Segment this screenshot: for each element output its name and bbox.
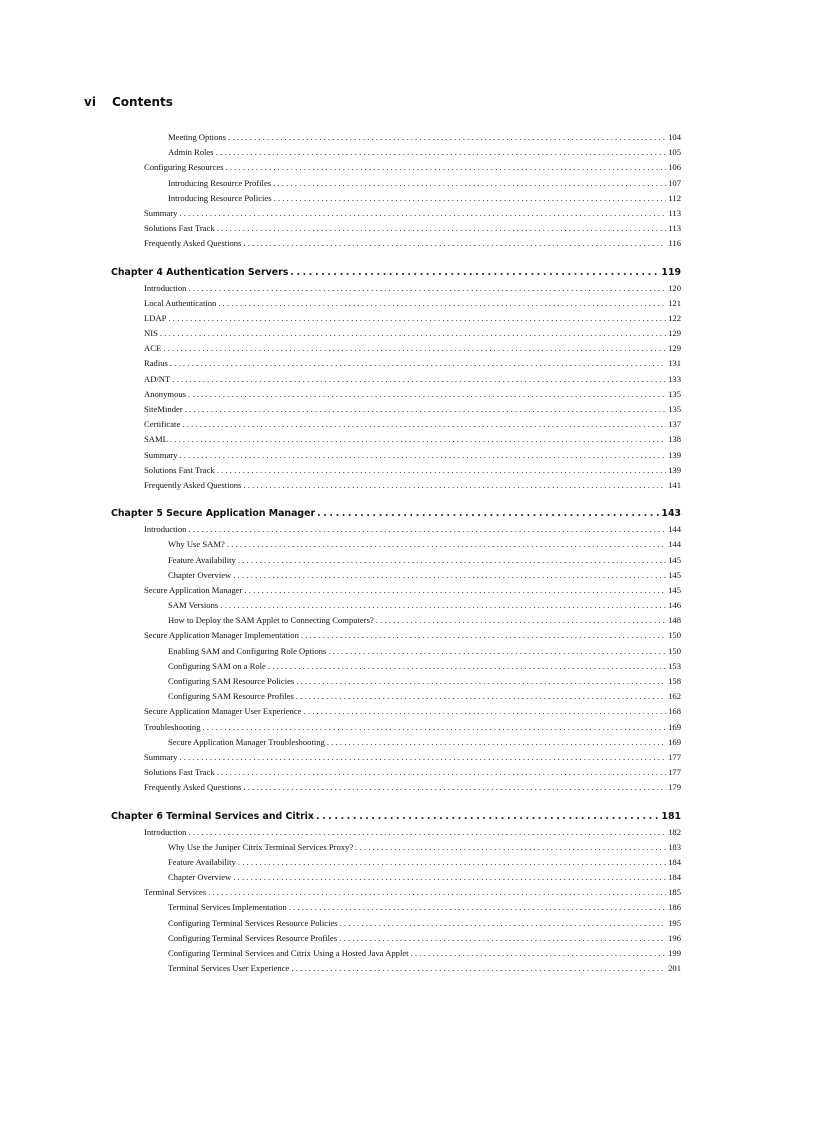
dot-leader <box>317 506 659 522</box>
dot-leader <box>217 221 667 236</box>
dot-leader <box>220 598 666 613</box>
dot-leader <box>340 916 666 931</box>
dot-leader <box>296 689 666 704</box>
toc-entry-title: Frequently Asked Questions <box>144 782 242 793</box>
toc-entry[interactable] <box>111 326 681 341</box>
dot-leader <box>243 236 666 251</box>
toc-entry[interactable] <box>111 387 681 402</box>
toc-entry[interactable] <box>111 765 681 780</box>
toc-entry-page: 133 <box>668 373 681 384</box>
toc-entry-title: SAM Versions <box>168 600 219 611</box>
dot-leader <box>170 432 666 447</box>
toc-entry-page: 146 <box>668 600 681 611</box>
toc-entry-title: Introducing Resource Policies <box>168 192 272 203</box>
dot-leader <box>411 946 667 961</box>
dot-leader <box>179 448 666 463</box>
toc-entry-page: 121 <box>668 297 681 308</box>
toc-entry-page: 184 <box>668 872 681 883</box>
toc-entry-page: 183 <box>668 841 681 852</box>
dot-leader <box>243 478 666 493</box>
toc-entry-title: Admin Roles <box>168 147 214 158</box>
toc-entry-title: Radius <box>144 358 168 369</box>
toc-entry-title: Chapter 6 Terminal Services and Citrix <box>111 810 314 822</box>
toc-entry-page: 162 <box>668 691 681 702</box>
toc-entry[interactable] <box>111 176 681 191</box>
dot-leader <box>170 356 666 371</box>
dot-leader <box>268 659 666 674</box>
toc-entry-page: 148 <box>668 615 681 626</box>
toc-entry[interactable] <box>111 372 681 387</box>
toc-entry-title: Summary <box>144 751 178 762</box>
toc-entry[interactable] <box>111 522 681 537</box>
toc-entry-page: 122 <box>668 312 681 323</box>
dot-leader <box>203 720 667 735</box>
dot-leader <box>182 417 666 432</box>
toc-entry-page: 113 <box>668 223 681 234</box>
toc-entry-page: 144 <box>668 524 681 535</box>
toc-entry[interactable] <box>111 720 681 735</box>
dot-leader <box>328 644 666 659</box>
toc-entry[interactable] <box>111 463 681 478</box>
dot-leader <box>296 674 666 689</box>
toc-entry[interactable] <box>111 946 681 961</box>
toc-entry-page: 139 <box>668 449 681 460</box>
dot-leader <box>244 583 666 598</box>
page-number: vi <box>84 95 96 109</box>
table-of-contents <box>111 130 681 976</box>
toc-entry-page: 201 <box>668 963 681 974</box>
dot-leader <box>216 145 667 160</box>
dot-leader <box>238 553 666 568</box>
toc-entry-page: 113 <box>668 207 681 218</box>
toc-entry[interactable] <box>111 221 681 236</box>
toc-chapter-entry[interactable] <box>111 265 681 281</box>
dot-leader <box>179 206 666 221</box>
toc-entry-page: 106 <box>668 162 681 173</box>
toc-entry-title: Secure Application Manager <box>144 584 243 595</box>
toc-entry[interactable] <box>111 750 681 765</box>
toc-entry[interactable] <box>111 191 681 206</box>
toc-entry-title: NIS <box>144 328 158 339</box>
toc-entry[interactable] <box>111 432 681 447</box>
dot-leader <box>327 735 666 750</box>
toc-entry-page: 177 <box>668 751 681 762</box>
toc-entry[interactable] <box>111 417 681 432</box>
toc-entry-title: Feature Availability <box>168 856 236 867</box>
toc-entry-title: Introduction <box>144 524 187 535</box>
dot-leader <box>301 628 666 643</box>
toc-entry-title: Certificate <box>144 419 181 430</box>
toc-entry-title: Why Use the Juniper Citrix Terminal Services Proxy? <box>168 841 354 852</box>
toc-entry-title: Configuring Terminal Services Resource Policies <box>168 917 338 928</box>
dot-leader <box>217 463 666 478</box>
dot-leader <box>289 900 666 915</box>
toc-entry-page: 145 <box>668 584 681 595</box>
toc-entry[interactable] <box>111 296 681 311</box>
toc-entry[interactable] <box>111 568 681 583</box>
toc-entry-page: 186 <box>668 902 681 913</box>
toc-entry[interactable] <box>111 659 681 674</box>
toc-entry[interactable] <box>111 916 681 931</box>
toc-entry[interactable] <box>111 885 681 900</box>
dot-leader <box>228 130 666 145</box>
toc-entry-title: Summary <box>144 449 178 460</box>
toc-entry-page: 112 <box>668 192 681 203</box>
toc-entry-page: 158 <box>668 676 681 686</box>
dot-leader <box>227 537 666 552</box>
toc-entry-title: Introducing Resource Profiles <box>168 177 272 188</box>
running-header-title: Contents <box>112 95 173 109</box>
dot-leader <box>273 176 666 191</box>
toc-entry[interactable] <box>111 160 681 175</box>
toc-entry[interactable] <box>111 840 681 855</box>
toc-entry[interactable] <box>111 613 681 628</box>
toc-chapter-entry[interactable] <box>111 809 681 825</box>
toc-entry-title: Meeting Options <box>168 132 227 142</box>
toc-entry-page: 168 <box>668 706 681 717</box>
dot-leader <box>163 341 666 356</box>
toc-entry-title: Frequently Asked Questions <box>144 238 242 249</box>
toc-entry-page: 138 <box>668 434 681 445</box>
toc-entry-page: 120 <box>668 282 681 293</box>
toc-entry-page: 169 <box>668 736 681 747</box>
toc-entry-page: 141 <box>668 479 681 490</box>
dot-leader <box>179 750 666 765</box>
toc-entry[interactable] <box>111 674 681 689</box>
toc-entry-page: 150 <box>668 645 681 656</box>
running-header <box>84 95 173 109</box>
toc-entry[interactable] <box>111 281 681 296</box>
dot-leader <box>208 885 666 900</box>
dot-leader <box>188 281 666 296</box>
dot-leader <box>376 613 666 628</box>
toc-entry-title: Configuring SAM Resource Profiles <box>168 691 294 702</box>
dot-leader <box>188 522 666 537</box>
toc-entry-title: SAML <box>144 434 168 445</box>
toc-entry-page: 116 <box>668 238 681 249</box>
dot-leader <box>188 387 666 402</box>
toc-entry-page: 104 <box>668 132 681 142</box>
dot-leader <box>238 855 666 870</box>
toc-entry-title: Terminal Services Implementation <box>168 902 287 913</box>
toc-entry-title: ACE <box>144 343 162 354</box>
dot-leader <box>172 372 666 387</box>
toc-entry[interactable] <box>111 855 681 870</box>
toc-entry[interactable] <box>111 478 681 493</box>
toc-entry-title: Solutions Fast Track <box>144 223 215 234</box>
toc-entry[interactable] <box>111 735 681 750</box>
dot-leader <box>218 296 666 311</box>
toc-entry-page: 169 <box>668 721 681 732</box>
toc-entry[interactable] <box>111 130 681 145</box>
dot-leader <box>274 191 667 206</box>
toc-entry[interactable] <box>111 628 681 643</box>
toc-entry[interactable] <box>111 598 681 613</box>
dot-leader <box>290 265 659 281</box>
toc-entry-page: 129 <box>668 328 681 339</box>
toc-entry-page: 184 <box>668 856 681 867</box>
toc-entry[interactable] <box>111 931 681 946</box>
toc-entry-title: Secure Application Manager Implementation <box>144 630 299 641</box>
toc-entry-title: Terminal Services User Experience <box>168 963 290 974</box>
dot-leader <box>188 825 666 840</box>
toc-entry-page: 107 <box>668 177 681 188</box>
dot-leader <box>291 961 666 976</box>
dot-leader <box>217 765 666 780</box>
toc-entry-page: 119 <box>661 266 681 278</box>
toc-entry-page: 195 <box>668 917 681 928</box>
toc-entry-title: Configuring Terminal Services Resource Profiles <box>168 932 338 943</box>
toc-entry[interactable] <box>111 537 681 552</box>
toc-entry-title: Configuring SAM on a Role <box>168 660 266 671</box>
toc-entry[interactable] <box>111 236 681 251</box>
toc-entry[interactable] <box>111 553 681 568</box>
toc-entry-page: 145 <box>668 554 681 565</box>
toc-entry[interactable] <box>111 206 681 221</box>
toc-entry-title: Terminal Services <box>144 887 207 898</box>
toc-entry[interactable] <box>111 900 681 915</box>
dot-leader <box>233 870 666 885</box>
toc-entry-title: Feature Availability <box>168 554 236 565</box>
toc-entry[interactable] <box>111 311 681 326</box>
dot-leader <box>185 402 666 417</box>
toc-entry-page: 182 <box>668 826 681 837</box>
toc-entry-title: Configuring Terminal Services and Citrix Using a Hosted Java Applet <box>168 948 409 958</box>
dot-leader <box>225 160 666 175</box>
toc-entry-page: 181 <box>661 810 681 822</box>
toc-entry-page: 185 <box>668 887 681 898</box>
toc-entry-title: How to Deploy the SAM Applet to Connecting Computers? <box>168 615 374 626</box>
toc-entry-page: 179 <box>668 782 681 793</box>
toc-entry-title: Configuring SAM Resource Policies <box>168 676 295 686</box>
dot-leader <box>355 840 666 855</box>
toc-entry-page: 135 <box>668 388 681 399</box>
dot-leader <box>339 931 666 946</box>
toc-entry-page: 177 <box>668 767 681 778</box>
toc-entry-title: Secure Application Manager Troubleshooting <box>168 736 325 747</box>
toc-entry-page: 199 <box>668 948 681 958</box>
toc-entry-page: 196 <box>668 932 681 943</box>
toc-entry[interactable] <box>111 356 681 371</box>
toc-chapter-entry[interactable] <box>111 506 681 522</box>
toc-entry-page: 137 <box>668 419 681 430</box>
toc-entry[interactable] <box>111 644 681 659</box>
toc-entry-page: 139 <box>668 464 681 475</box>
toc-entry[interactable] <box>111 825 681 840</box>
toc-entry-title: Summary <box>144 207 178 218</box>
toc-entry-title: AD/NT <box>144 373 171 384</box>
toc-entry-page: 135 <box>668 404 681 414</box>
toc-entry-title: LDAP <box>144 312 167 323</box>
toc-entry-title: Configuring Resources <box>144 162 224 173</box>
toc-entry-title: Introduction <box>144 826 187 837</box>
toc-entry-title: Chapter Overview <box>168 569 232 580</box>
dot-leader <box>233 568 666 583</box>
toc-entry-page: 144 <box>668 539 681 550</box>
toc-entry-page: 129 <box>668 343 681 354</box>
toc-entry-title: Why Use SAM? <box>168 539 225 550</box>
toc-entry-title: Enabling SAM and Configuring Role Options <box>168 645 327 656</box>
toc-entry-title: Frequently Asked Questions <box>144 479 242 490</box>
toc-entry[interactable] <box>111 704 681 719</box>
dot-leader <box>168 311 666 326</box>
toc-entry[interactable] <box>111 448 681 463</box>
toc-entry-page: 131 <box>668 358 681 369</box>
dot-leader <box>316 809 659 825</box>
toc-entry-title: Solutions Fast Track <box>144 767 215 778</box>
toc-entry-page: 143 <box>661 508 681 520</box>
toc-entry-title: Solutions Fast Track <box>144 464 215 475</box>
toc-entry[interactable] <box>111 780 681 795</box>
toc-entry-title: Troubleshooting <box>144 721 201 732</box>
toc-entry-page: 150 <box>668 630 681 641</box>
toc-entry[interactable] <box>111 145 681 160</box>
toc-entry[interactable] <box>111 402 681 417</box>
toc-entry[interactable] <box>111 870 681 885</box>
toc-entry[interactable] <box>111 341 681 356</box>
toc-entry-title: Chapter 5 Secure Application Manager <box>111 508 316 520</box>
toc-entry-title: Anonymous <box>144 388 187 399</box>
toc-entry-title: Local Authentication <box>144 297 217 308</box>
toc-entry[interactable] <box>111 583 681 598</box>
toc-entry-page: 153 <box>668 660 681 671</box>
toc-entry-title: SiteMinder <box>144 404 183 414</box>
toc-entry-title: Chapter Overview <box>168 872 232 883</box>
dot-leader <box>243 780 666 795</box>
toc-entry[interactable] <box>111 689 681 704</box>
toc-entry-page: 105 <box>668 147 681 158</box>
toc-entry-title: Secure Application Manager User Experience <box>144 706 302 717</box>
dot-leader <box>304 704 667 719</box>
toc-entry-title: Chapter 4 Authentication Servers <box>111 266 289 278</box>
toc-entry-title: Introduction <box>144 282 187 293</box>
toc-entry[interactable] <box>111 961 681 976</box>
toc-entry-page: 145 <box>668 569 681 580</box>
dot-leader <box>160 326 666 341</box>
